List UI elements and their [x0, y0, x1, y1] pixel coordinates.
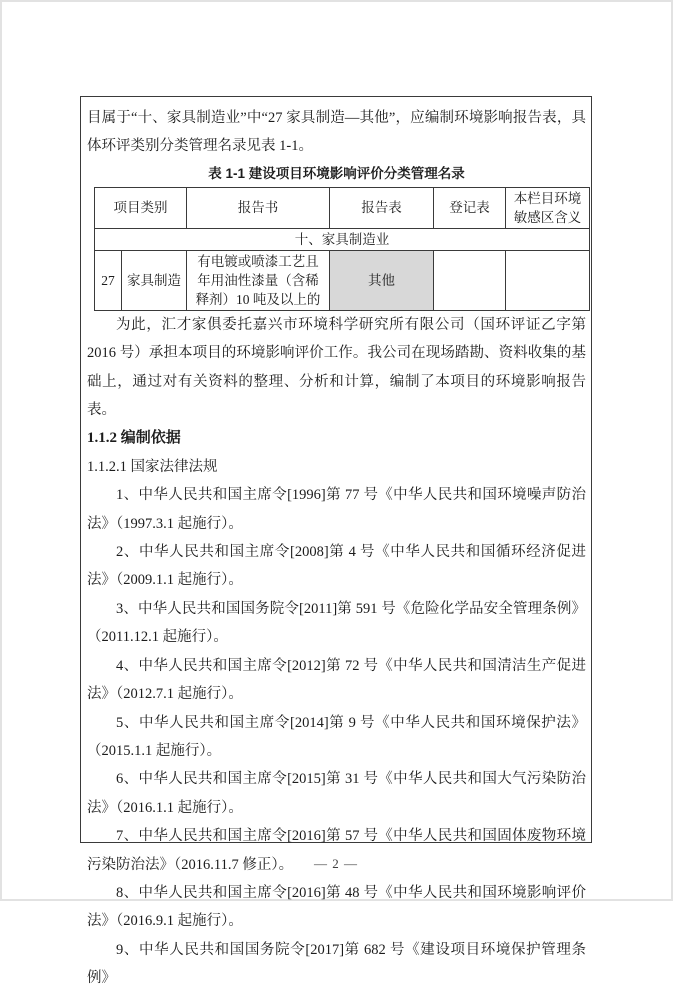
col-header-registration-form: 登记表 [434, 187, 506, 228]
section-cell-furniture-industry: 十、家具制造业 [95, 228, 590, 250]
law-item-4: 4、中华人民共和国主席令[2012]第 72 号《中华人民共和国清洁生产促进法》（2012.7.1 起施行）。 [87, 657, 586, 703]
cell-report-book-criteria: 有电镀或喷漆工艺且年用油性漆量（含稀释剂）10 吨及以上的 [187, 250, 330, 310]
law-item-5: 5、中华人民共和国主席令[2014]第 9 号《中华人民共和国环境保护法》（2015.1.1 起施行）。 [87, 714, 586, 759]
law-item-6: 6、中华人民共和国主席令[2015]第 31 号《中华人民共和国大气污染防治法》（2016.1.1 起施行）。 [87, 771, 586, 816]
law-item-2: 2、中华人民共和国主席令[2008]第 4 号《中华人民共和国循环经济促进法》（2009.1.1 起施行）。 [87, 544, 586, 589]
table-data-row [95, 250, 590, 310]
table-title: 表 1-1 建设项目环境影响评价分类管理名录 [208, 165, 465, 181]
cell-item-number: 27 [95, 250, 122, 310]
law-item-8: 8、中华人民共和国主席令[2016]第 48 号《中华人民共和国环境影响评价法》（2016.9.1 起施行）。 [87, 884, 586, 930]
cell-category: 家具制造 [122, 250, 187, 310]
table-header-row [95, 187, 590, 228]
law-item-9: 9、中华人民共和国国务院令[2017]第 682 号《建设项目环境保护管理条例》 [87, 941, 586, 987]
law-item-3: 3、中华人民共和国国务院令[2011]第 591 号《危险化学品安全管理条例》（2011.12.1 起施行）。 [87, 600, 586, 646]
page-number: — 2 — [314, 856, 358, 871]
classification-table [94, 187, 590, 311]
cell-report-form-value: 其他 [330, 250, 434, 310]
col-header-report-form: 报告表 [330, 187, 434, 228]
col-header-sensitive-area: 本栏目环境敏感区含义 [506, 187, 590, 228]
commission-paragraph: 为此，汇才家俱委托嘉兴市环境科学研究所有限公司（国环评证乙字第 2016 号）承担本项目的环境影响评价工作。我公司在现场踏勘、资料收集的基础上，通过对有关资料的整理、分析和计算，编制了本项目的环境影响报告表。 [87, 316, 586, 419]
cell-registration-form-value [434, 250, 506, 310]
section-heading-1-1-2-1: 1.1.2.1 国家法律法规 [87, 458, 218, 475]
intro-paragraph: 目属于“十、家具制造业”中“27 家具制造—其他”，应编制环境影响报告表，具体环评类别分类管理名录见表 1-1。 [87, 110, 586, 155]
law-item-1: 1、中华人民共和国主席令[1996]第 77 号《中华人民共和国环境噪声防治法》（1997.3.1 起施行）。 [87, 487, 586, 532]
col-header-project-category: 项目类别 [95, 187, 187, 228]
table-section-row [95, 228, 590, 250]
col-header-report-book: 报告书 [187, 187, 330, 228]
law-item-7: 7、中华人民共和国主席令[2016]第 57 号《中华人民共和国固体废物环境污染防治法》（2016.11.7 修正）。 [87, 828, 586, 873]
law-list [87, 481, 586, 992]
section-heading-1-1-2: 1.1.2 编制依据 [87, 430, 181, 447]
cell-sensitive-area-value [506, 250, 590, 310]
content-frame [80, 96, 592, 987]
